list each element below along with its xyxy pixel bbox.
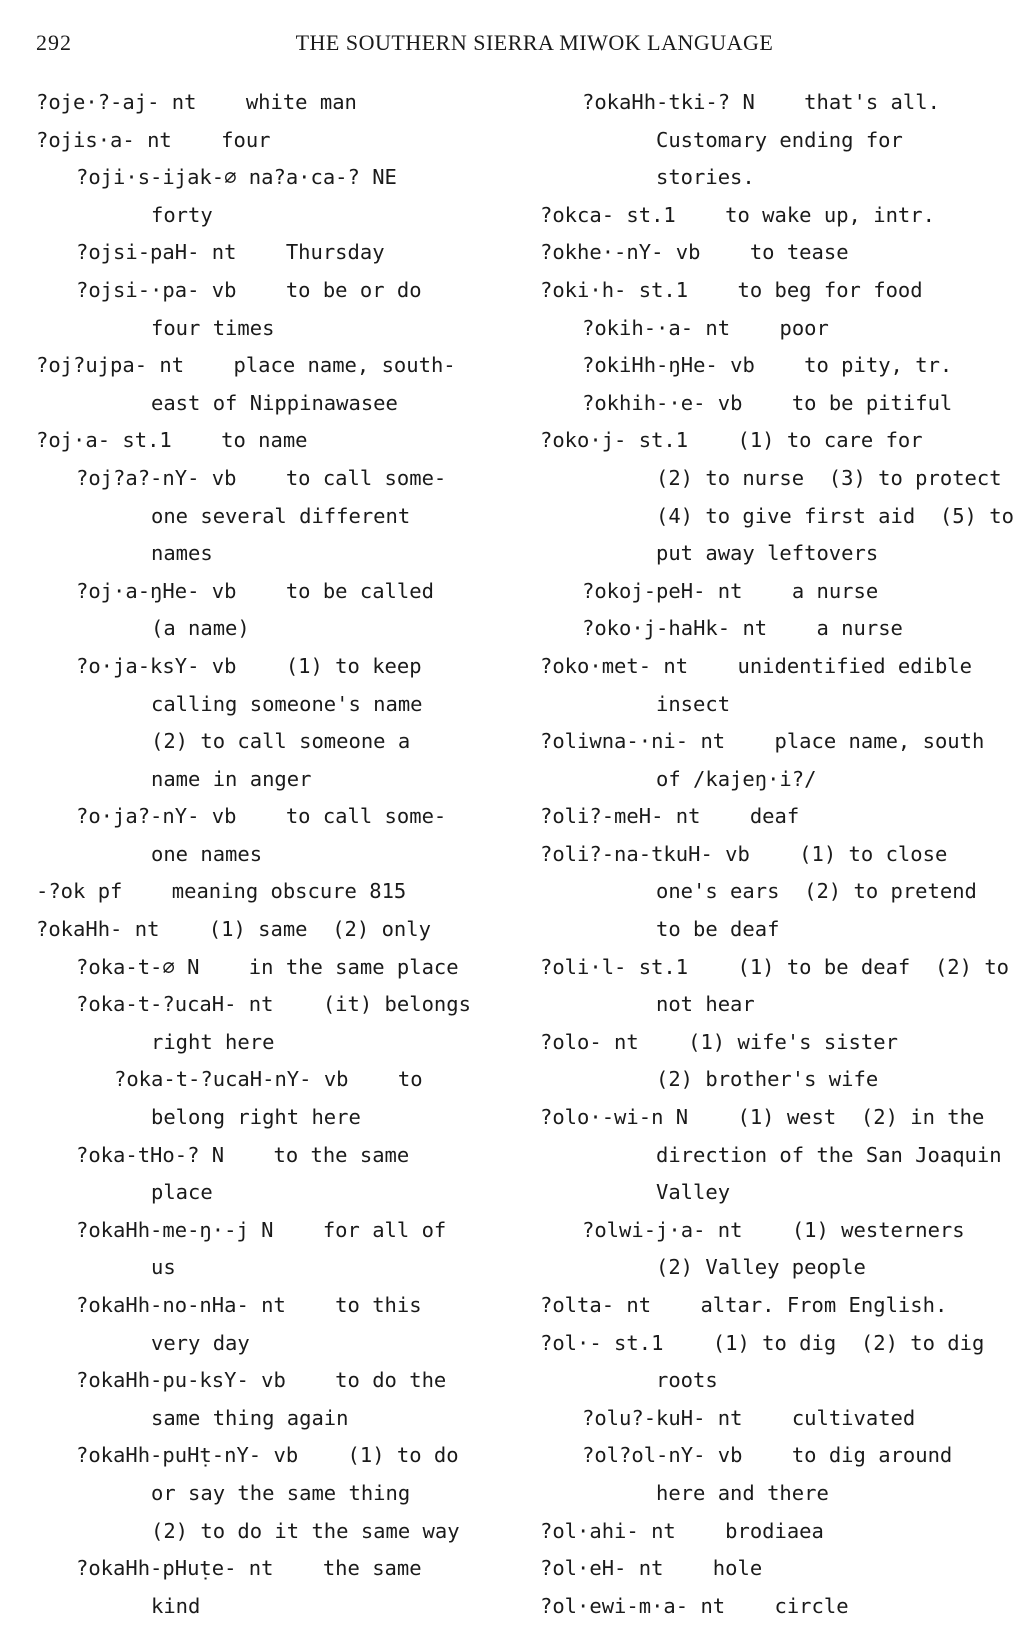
dictionary-entry-line: ?ojsi-·pa- vb to be or do	[76, 277, 422, 302]
dictionary-entry-line: ?okaHh-tki-? N that's all.	[582, 90, 940, 114]
dictionary-entry-line: ?okca- st.1 to wake up, intr.	[540, 202, 935, 227]
dictionary-entry-line: ?ol·eH- nt hole	[540, 1556, 763, 1581]
entry-continuation-line: (4) to give first aid (5) to	[656, 503, 1014, 528]
dictionary-entry-line: ?ol·ewi-m·a- nt circle	[540, 1593, 849, 1618]
running-title: THE SOUTHERN SIERRA MIWOK LANGUAGE	[295, 30, 774, 55]
dictionary-entry-line: ?oli·l- st.1 (1) to be deaf (2) to	[540, 954, 1009, 979]
dictionary-entry-line: ?oli?-na-tkuH- vb (1) to close	[540, 841, 948, 866]
dictionary-entry-line: ?okhe·-nY- vb to tease	[540, 240, 849, 265]
dictionary-entry-line: ?oka-t-?ucaH-nY- vb to	[114, 1067, 423, 1092]
dictionary-entry-line: ?okaHh-pu-ksY- vb to do the	[76, 1368, 447, 1393]
dictionary-entry-line: ?oj?a?-nY- vb to call some-	[76, 465, 447, 490]
dictionary-entry-line: ?oko·met- nt unidentified edible	[540, 653, 972, 678]
dictionary-entry-line: ?okoj-peH- nt a nurse	[582, 578, 879, 603]
entry-continuation-line: belong right here	[151, 1105, 361, 1130]
dictionary-entry-line: ?o·ja?-nY- vb to call some-	[76, 804, 447, 829]
dictionary-entry-line: ?oj·a- st.1 to name	[36, 428, 308, 453]
entry-continuation-line: of /kajeŋ·i?/	[656, 766, 817, 791]
dictionary-entry-line: ?olta- nt altar. From English.	[540, 1293, 948, 1317]
entry-continuation-line: very day	[151, 1330, 250, 1355]
entry-continuation-line: calling someone's name	[151, 691, 423, 716]
entry-continuation-line: same thing again	[151, 1405, 349, 1430]
dictionary-entry-line: ?okaHh-me-ŋ·-j N for all of	[76, 1217, 447, 1242]
entry-continuation-line: names	[151, 541, 213, 566]
right-column	[540, 84, 1020, 1625]
dictionary-entry-line: ?oj·a-ŋHe- vb to be called	[76, 578, 434, 603]
dictionary-entry-line: ?oki·h- st.1 to beg for food	[540, 277, 923, 302]
entry-continuation-line: to be deaf	[656, 917, 780, 942]
dictionary-entry-line: ?oji·s-ijak-∅ na?a·ca-? NE	[76, 165, 397, 190]
dictionary-entry-line: ?olo- nt (1) wife's sister	[540, 1029, 898, 1054]
entry-continuation-line: right here	[151, 1029, 275, 1054]
dictionary-entry-line: ?okaHh- nt (1) same (2) only	[36, 917, 431, 942]
dictionary-entry-line: ?ol·ahi- nt brodiaea	[540, 1518, 824, 1543]
entry-continuation-line: name in anger	[151, 766, 312, 791]
entry-continuation-line: four times	[151, 315, 275, 340]
entry-continuation-line: one several different	[151, 503, 411, 528]
dictionary-entry-line: ?okhih-·e- vb to be pitiful	[582, 390, 953, 415]
dictionary-entry-line: ?oko·j-haHk- nt a nurse	[582, 616, 903, 641]
dictionary-entry-line: ?olo·-wi-n N (1) west (2) in the	[540, 1105, 985, 1130]
entry-continuation-line: direction of the San Joaquin	[656, 1142, 1002, 1167]
dictionary-entry-line: ?okaHh-no-nHa- nt to this	[76, 1293, 422, 1317]
entry-continuation-line: (2) to nurse (3) to protect	[656, 465, 1002, 490]
dictionary-entry-line: ?ol·- st.1 (1) to dig (2) to dig	[540, 1330, 985, 1355]
entry-continuation-line: (a name)	[151, 616, 250, 641]
dictionary-entry-line: ?o·ja-ksY- vb (1) to keep	[76, 653, 422, 678]
dictionary-entry-line: ?okiHh-ŋHe- vb to pity, tr.	[582, 353, 953, 378]
dictionary-entry-line: ?okaHh-puHṭ-nY- vb (1) to do	[76, 1443, 459, 1468]
dictionary-entry-line: -?ok pf meaning obscure 815	[36, 879, 407, 904]
entry-continuation-line: stories.	[656, 165, 755, 190]
entry-continuation-line: east of Nippinawasee	[151, 390, 398, 415]
entry-continuation-line: kind	[151, 1593, 201, 1618]
entry-continuation-line: Valley	[656, 1180, 731, 1205]
entry-continuation-line: place	[151, 1180, 213, 1205]
entry-continuation-line: one's ears (2) to pretend	[656, 879, 977, 904]
page-header	[0, 30, 1029, 66]
dictionary-entry-line: ?oka-tHo-? N to the same	[76, 1142, 410, 1167]
dictionary-entry-line: ?okih-·a- nt poor	[582, 315, 829, 340]
dictionary-entry-line: ?ol?ol-nY- vb to dig around	[582, 1443, 953, 1468]
entry-continuation-line: us	[151, 1255, 176, 1280]
page-number: 292	[36, 30, 72, 55]
entry-continuation-line: Customary ending for	[656, 127, 903, 152]
left-column	[36, 84, 506, 1625]
dictionary-entry-line: ?oko·j- st.1 (1) to care for	[540, 428, 923, 453]
entry-continuation-line: here and there	[656, 1480, 829, 1505]
entry-continuation-line: (2) Valley people	[656, 1255, 866, 1280]
entry-continuation-line: not hear	[656, 992, 755, 1017]
entry-continuation-line: (2) brother's wife	[656, 1067, 879, 1092]
dictionary-entry-line: ?olwi-j·a- nt (1) westerners	[582, 1217, 965, 1242]
dictionary-entry-line: ?ojsi-paH- nt Thursday	[76, 240, 385, 265]
entry-continuation-line: roots	[656, 1368, 718, 1393]
dictionary-entry-line: ?oliwna-·ni- nt place name, south	[540, 729, 985, 754]
dictionary-entry-line: ?oli?-meH- nt deaf	[540, 804, 800, 829]
entry-continuation-line: (2) to call someone a	[151, 729, 411, 754]
dictionary-entry-line: ?oje·?-aj- nt white man	[36, 90, 357, 114]
dictionary-entry-line: ?oka-t-∅ N in the same place	[76, 954, 459, 979]
entry-continuation-line: or say the same thing	[151, 1480, 411, 1505]
entry-continuation-line: forty	[151, 202, 213, 227]
entry-continuation-line: (2) to do it the same way	[151, 1518, 460, 1543]
dictionary-entry-line: ?oj?ujpa- nt place name, south-	[36, 353, 456, 378]
entry-continuation-line: one names	[151, 841, 263, 866]
dictionary-entry-line: ?olu?-kuH- nt cultivated	[582, 1405, 916, 1430]
dictionary-entry-line: ?okaHh-pHuṭe- nt the same	[76, 1556, 422, 1581]
entry-continuation-line: put away leftovers	[656, 541, 879, 566]
dictionary-entry-line: ?ojis·a- nt four	[36, 127, 271, 152]
dictionary-entry-line: ?oka-t-?ucaH- nt (it) belongs	[76, 992, 471, 1017]
entry-continuation-line: insect	[656, 691, 731, 716]
